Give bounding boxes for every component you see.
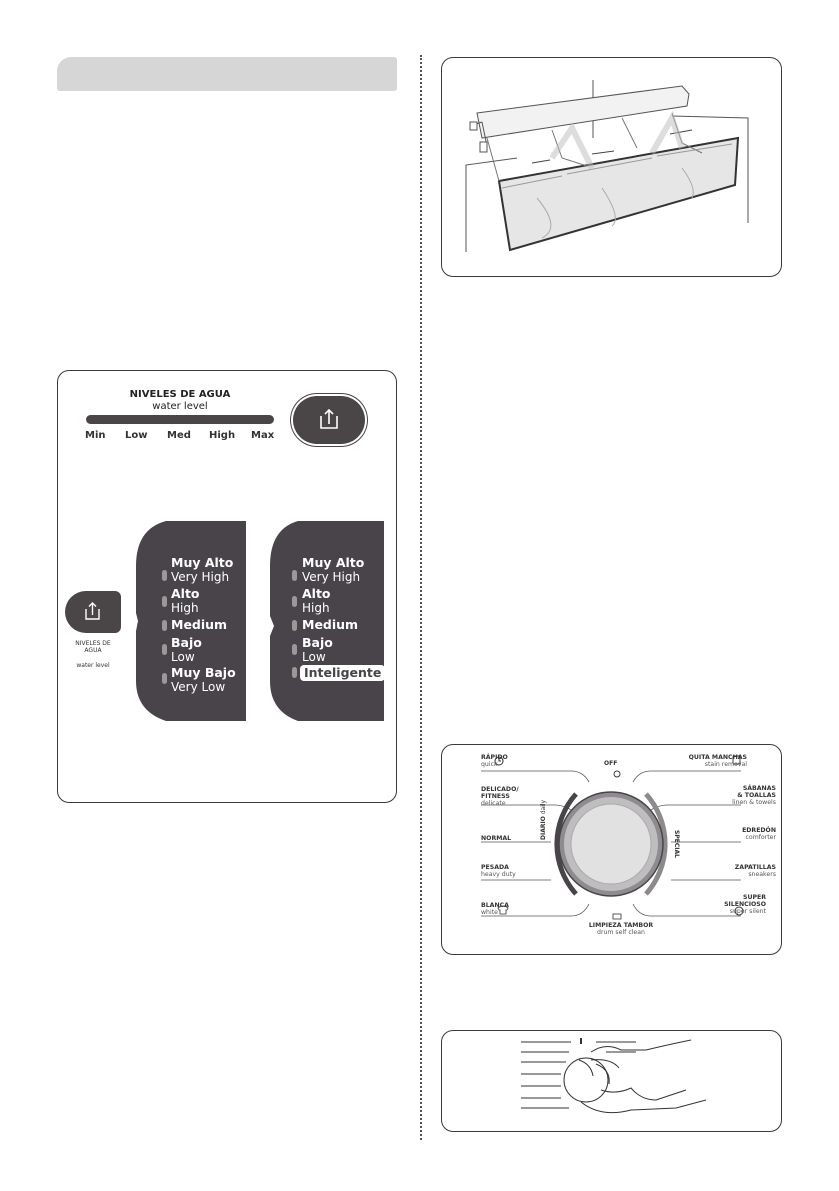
program-blanca[interactable]: BLANCA white — [481, 902, 509, 917]
option-b-low[interactable]: Bajo Low — [302, 635, 333, 664]
daily-text: daily — [540, 799, 547, 815]
option-a-high[interactable]: Alto High — [171, 586, 200, 615]
program-rapido[interactable]: RÁPIDO quick — [481, 754, 508, 769]
program-zapatillas[interactable]: ZAPATILLAS sneakers — [734, 864, 776, 879]
side-caption-en: water level — [76, 662, 110, 669]
led-a-5 — [162, 673, 167, 684]
led-a-4 — [162, 644, 167, 655]
led-a-3 — [162, 620, 167, 631]
led-b-4 — [292, 644, 297, 655]
dial-diario-label — [540, 800, 547, 840]
option-a-medium[interactable]: Medium — [171, 617, 228, 632]
program-drum-clean[interactable]: LIMPIEZA TAMBOR drum self clean — [588, 922, 654, 937]
side-water-level-button[interactable] — [65, 591, 121, 633]
option-b-medium[interactable]: Medium — [302, 617, 359, 632]
led-b-3 — [292, 620, 297, 631]
level-low: Low — [125, 430, 148, 441]
program-edredon[interactable]: EDREDÓN comforter — [742, 827, 776, 842]
program-normal[interactable]: NORMAL — [481, 835, 512, 842]
section-header-bar — [57, 57, 397, 91]
led-a-1 — [162, 570, 167, 581]
program-sabanas[interactable]: SÁBANAS & TOALLAS linen & towels — [732, 785, 776, 807]
water-level-button[interactable] — [293, 396, 365, 444]
option-a-very-low[interactable]: Muy Bajo Very Low — [171, 665, 236, 694]
option-b-very-high[interactable]: Muy Alto Very High — [302, 555, 365, 584]
program-super-silencioso[interactable]: SUPER SILENCIOSO super silent — [724, 894, 766, 916]
diario-text: DIARIO — [540, 816, 547, 840]
option-a-very-high[interactable]: Muy Alto Very High — [171, 555, 234, 584]
program-pesada[interactable]: PESADA heavy duty — [481, 864, 516, 879]
detergent-drawer-figure — [441, 57, 782, 277]
water-level-title: NIVELES DE AGUA — [129, 389, 231, 400]
option-a-low[interactable]: Bajo Low — [171, 635, 202, 664]
level-max: Max — [251, 430, 275, 441]
level-med: Med — [167, 430, 191, 441]
column-divider — [420, 55, 422, 1140]
side-caption-es: NIVELES DE AGUA — [75, 640, 111, 654]
led-b-1 — [292, 570, 297, 581]
hand-turning-knob-illustration — [441, 1030, 782, 1132]
program-quita-manchas[interactable]: QUITA MANCHAS stain removal — [688, 754, 747, 769]
dial-special-label: SPECIAL — [673, 830, 680, 858]
level-min: Min — [85, 430, 106, 441]
led-b-2 — [292, 596, 297, 607]
dial-off-label: OFF — [604, 760, 618, 767]
option-b-intelligent[interactable]: Inteligente — [300, 665, 385, 681]
level-high: High — [209, 430, 236, 441]
water-level-icon — [293, 396, 365, 444]
water-level-icon-small — [65, 591, 121, 633]
option-b-high[interactable]: Alto High — [302, 586, 331, 615]
water-level-bar — [86, 415, 274, 424]
led-b-5 — [292, 667, 297, 678]
detergent-drawer-illustration — [442, 58, 783, 278]
program-delicado[interactable]: DELICADO/ FITNESS delicate — [481, 786, 519, 808]
led-a-2 — [162, 596, 167, 607]
water-level-subtitle: water level — [152, 401, 208, 412]
